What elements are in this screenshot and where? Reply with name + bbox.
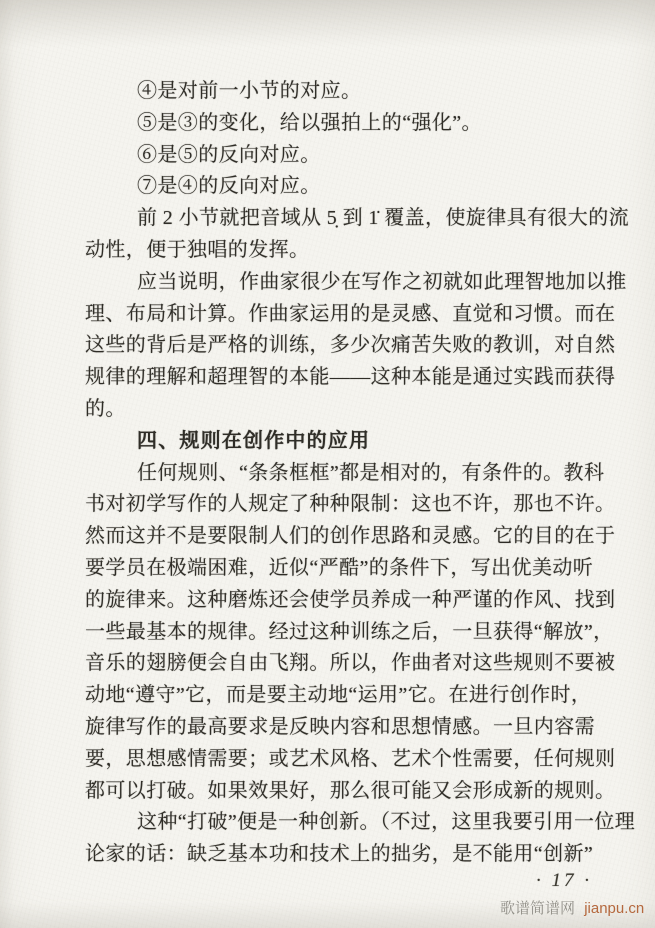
document-lines xyxy=(85,76,636,871)
text-line: ⑦是④的反向对应。 xyxy=(137,175,321,198)
text-line: 的旋律来。这种磨炼还会使学员养成一种严谨的作风、找到 xyxy=(85,588,616,611)
text-line: 然而这并不是要限制人们的创作思路和灵感。它的目的在于 xyxy=(85,525,616,548)
text-line: 规律的理解和超理智的本能——这种本能是通过实践而获得 xyxy=(85,366,616,389)
text-line: 应当说明，作曲家很少在写作之初就如此理智地加以推 xyxy=(137,270,627,293)
text-line: 理、布局和计算。作曲家运用的是灵感、直觉和习惯。而在 xyxy=(85,302,616,325)
text-line: 书对初学写作的人规定了种种限制：这也不许，那也不许。 xyxy=(85,493,616,516)
page-number: · 17 · xyxy=(536,870,592,891)
text-line: 旋律写作的最高要求是反映内容和思想情感。一旦内容需 xyxy=(85,715,595,738)
text-line: 任何规则、“条条框框”都是相对的，有条件的。教科 xyxy=(137,461,605,484)
section-heading: 四、规则在创作中的应用 xyxy=(137,429,371,452)
text-line: 动地“遵守”它，而是要主动地“运用”它。在进行创作时， xyxy=(85,684,592,707)
watermark-domain-link: jianpu.cn xyxy=(584,900,645,917)
text-line: 论家的话：缺乏基本功和技术上的拙劣，是不能用“创新” xyxy=(85,843,594,866)
text-line: 都可以打破。如果效果好，那么很可能又会形成新的规则。 xyxy=(85,779,616,802)
text-line: 音乐的翅膀便会自由飞翔。所以，作曲者对这些规则不要被 xyxy=(85,652,616,675)
text-line: 动性，便于独唱的发挥。 xyxy=(85,238,310,261)
watermark-site-name: 歌谱简谱网 xyxy=(500,900,576,917)
text-line: 要，思想感情需要；或艺术风格、艺术个性需要，任何规则 xyxy=(85,747,616,770)
text-line: 这种“打破”便是一种创新。（不过，这里我要引用一位理 xyxy=(137,811,636,834)
text-line: 一些最基本的规律。经过这种训练之后，一旦获得“解放”， xyxy=(85,620,614,643)
text-line: ④是对前一小节的对应。 xyxy=(137,80,362,102)
text-line: 这些的背后是严格的训练，多少次痛苦失败的教训，对自然 xyxy=(85,334,616,357)
text-line: ⑥是⑤的反向对应。 xyxy=(137,143,321,166)
text-line: ⑤是③的变化，给以强拍上的“强化”。 xyxy=(137,111,482,134)
text-line: 要学员在极端困难，近似“严酷”的条件下，写出优美动听 xyxy=(85,556,594,579)
text-line: 前 2 小节就把音域从 5̣ 到 1̇ 覆盖，使旋律具有很大的流 xyxy=(137,207,629,230)
watermark xyxy=(500,899,644,919)
text-line: 的。 xyxy=(85,397,126,420)
